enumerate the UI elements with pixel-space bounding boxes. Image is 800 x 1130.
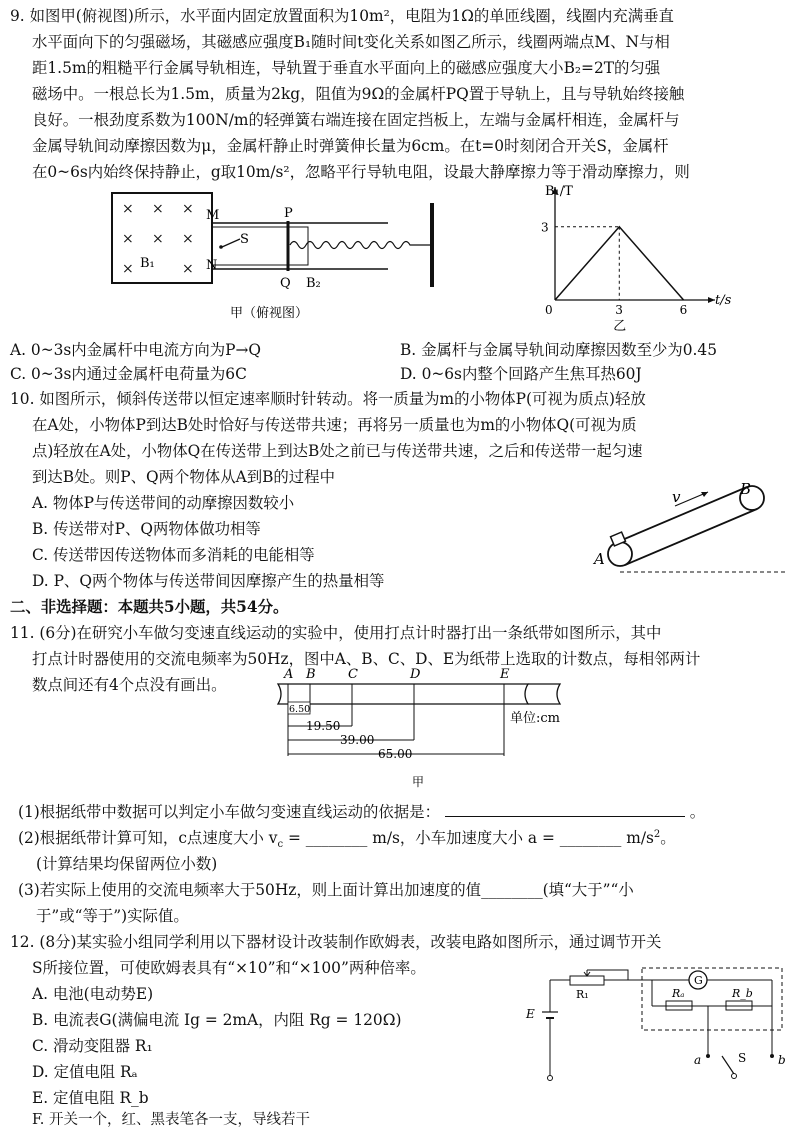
cross: ×: [182, 201, 194, 217]
label-v: v: [672, 488, 681, 506]
x-tick-label-6: 6: [679, 303, 688, 317]
point-d: D: [410, 667, 421, 682]
cross: ×: [182, 231, 194, 247]
rheostat-r1: [570, 976, 604, 985]
point-c: C: [348, 667, 358, 682]
dim-ab: 6.50: [289, 704, 311, 715]
b2-region: [212, 227, 308, 265]
q9-figure-jia: [100, 185, 460, 335]
fixed-plate: [430, 203, 434, 287]
q12-line-1: 12. (8分)某实验小组同学利用以下器材设计改装制作欧姆表，改装电路如图所示，通过调节开关: [10, 933, 662, 951]
x-axis-arrow: [708, 297, 715, 303]
q10-line-1: 10. 如图所示，倾斜传送带以恒定速率顺时针转动。将一质量为m的小物体P(可视为质点)轻放: [10, 390, 646, 408]
spring: [290, 242, 430, 249]
cross: ×: [122, 261, 134, 277]
q11-sub2-text-c: = ________ m/s，小车加速度大小 a = ________ m/s: [283, 829, 654, 847]
label-g: G: [694, 974, 703, 987]
label-b: b: [778, 1053, 786, 1067]
label-ra: Rₐ: [672, 987, 685, 1000]
q11-sub2-text-e: 。: [660, 829, 676, 847]
q10-line-3: 点)轻放在A处，小物体Q在传送带上到达B处之前已与传送带共速，之后和传送带一起匀速: [32, 442, 643, 460]
q12-circuit-diagram: [520, 966, 790, 1086]
q9-line-1: 9. 如图甲(俯视图)所示，水平面内固定放置面积为10m²，电阻为1Ω的单匝线圈，线圈内充满垂直: [10, 7, 674, 25]
q9-figure-yi-chart: [515, 180, 735, 335]
fig-jia-caption: 甲（俯视图）: [230, 306, 309, 321]
dim-ae: 65.00: [378, 747, 413, 761]
q12-item-d: D. 定值电阻 Rₐ: [32, 1063, 138, 1081]
tape-caption: 甲: [412, 775, 425, 789]
dim-ad: 39.00: [340, 733, 375, 747]
label-rb: R_b: [732, 987, 753, 1000]
label-s: S: [738, 1051, 747, 1065]
q11-paper-tape-figure: [260, 664, 620, 794]
cross: ×: [122, 231, 134, 247]
q12-item-a: A. 电池(电动势E): [32, 985, 154, 1003]
switch-s: [222, 239, 240, 247]
q12-item-f: F. 开关一个，红、黑表笔各一支，导线若干: [32, 1112, 311, 1128]
q9-line-4: 磁场中。一根总长为1.5m，质量为2kg，阻值为9Ω的金属杆PQ置于导轨上，且与导轨始终接触: [32, 85, 685, 103]
label-e: E: [526, 1007, 535, 1021]
dashed-box: [642, 968, 782, 1030]
y-axis-label: B₁/T: [545, 184, 573, 199]
q9-line-5: 良好。一根劲度系数为100N/m的轻弹簧右端连接在固定挡板上，左端与金属杆相连，金属杆与: [32, 111, 680, 129]
q9-line-6: 金属导轨间动摩擦因数为μ，金属杆静止时弹簧伸长量为6cm。在t=0时刻闭合开关S，金属杆: [32, 137, 669, 155]
point-a: A: [284, 667, 294, 682]
tape-end: [528, 684, 560, 704]
q12-line-2: S所接位置，可使欧姆表具有“×10”和“×100”两种倍率。: [32, 959, 426, 977]
q11-sub3-b: 于”或“等于”)实际值。: [36, 907, 189, 925]
label-p: P: [284, 206, 293, 221]
label-s: S: [240, 232, 249, 247]
q12-item-b-rest2: g = 120Ω): [320, 1011, 402, 1029]
q9-option-c: C. 0~3s内通过金属杆电荷量为6C: [10, 365, 247, 383]
q12-item-e: E. 定值电阻 R_b: [32, 1089, 149, 1107]
q12-item-b-rest: g = 2mA，内阻 R: [190, 1011, 321, 1029]
fig-yi-caption: 乙: [613, 319, 627, 334]
q12-item-c: C. 滑动变阻器 R₁: [32, 1037, 153, 1055]
q11-sub1-end: 。: [689, 803, 706, 821]
q11-line-3: 数点间还有4个点没有画出。: [32, 676, 227, 694]
cross: ×: [182, 261, 194, 277]
q10-option-b: B. 传送带对P、Q两物体做功相等: [32, 520, 261, 538]
pulley-bottom: [608, 542, 632, 566]
q9-option-b: B. 金属杆与金属导轨间动摩擦因数至少为0.45: [400, 341, 718, 359]
label-m: M: [206, 208, 220, 223]
q12-item-b: [32, 1008, 401, 1030]
tape-outline: [278, 684, 528, 704]
q11-sub3: (3)若实际上使用的交流电频率大于50Hz，则上面计算出加速度的值________(填“大于”“小: [18, 881, 634, 899]
q11-sub2: [18, 826, 676, 850]
terminal-left: [548, 1076, 553, 1081]
b1-crosses: [122, 201, 194, 277]
q9-line-7: 在0~6s内始终保持静止，g取10m/s²，忽略平行导轨电阻，设最大静摩擦力等于滑动摩擦力，则: [32, 163, 690, 181]
q11-sub2-note: (计算结果均保留两位小数): [36, 855, 218, 873]
unit-label: 单位:cm: [510, 711, 560, 726]
label-b1: B₁: [140, 256, 155, 271]
label-r1: R₁: [576, 988, 589, 1001]
x-tick-label-3: 3: [615, 303, 623, 317]
q11-sub1: [18, 800, 705, 822]
q11-sub1-blank[interactable]: [445, 802, 685, 817]
cross: ×: [122, 201, 134, 217]
belt-bottom: [625, 509, 757, 565]
q11-sub2-sup: 2: [653, 828, 661, 840]
switch-pivot: [732, 1074, 737, 1079]
label-n: N: [206, 258, 218, 273]
point-b: B: [306, 667, 316, 682]
q9-line-3: 距1.5m的粗糙平行金属导轨相连，导轨置于垂直水平面向上的磁感应强度大小B₂=2T的匀强: [32, 59, 661, 77]
cross: ×: [152, 201, 164, 217]
label-q: Q: [280, 276, 291, 291]
q10-conveyor-figure: [590, 480, 790, 580]
belt-top: [615, 487, 747, 543]
contact-a: [706, 1054, 710, 1058]
q10-line-2: 在A处，小物体P到达B处时恰好与传送带共速；再将另一质量也为m的小物体Q(可视为质: [32, 416, 637, 434]
label-a: A: [594, 550, 605, 568]
q9-option-d: D. 0~6s内整个回路产生焦耳热60J: [400, 365, 642, 383]
switch-pivot: [219, 245, 223, 249]
q9-line-2: 水平面向下的匀强磁场，其磁感应强度B₁随时间t变化关系如图乙所示，线圈两端点M、N与相: [32, 33, 670, 51]
q11-sub2-sub-c: c: [277, 839, 284, 851]
cross: ×: [152, 231, 164, 247]
q11-sub2-text-a: (2)根据纸带计算可知，c点速度大小 v: [18, 829, 278, 847]
y-tick-label: 3: [541, 220, 549, 235]
q10-option-d: D. P、Q两个物体与传送带间因摩擦产生的热量相等: [32, 572, 385, 590]
q11-line-2: 打点计时器使用的交流电频率为50Hz，图中A、B、C、D、E为纸带上选取的计数点，每相邻两计: [32, 650, 701, 668]
q11-line-1: 11. (6分)在研究小车做匀变速直线运动的实验中，使用打点计时器打出一条纸带如图所示，其中: [10, 624, 662, 642]
label-a: a: [694, 1053, 702, 1067]
tape-points: [283, 667, 510, 682]
q9-option-a: A. 0~3s内金属杆中电流方向为P→Q: [10, 341, 262, 359]
dim-ac: 19.50: [306, 719, 341, 733]
block-p: [611, 532, 626, 546]
x-axis-label: t/s: [715, 293, 732, 308]
q12-item-b-text: B. 电流表G(满偏电流 I: [32, 1011, 191, 1029]
q10-line-4: 到达B处。则P、Q两个物体从A到B的过程中: [32, 468, 335, 486]
contact-b: [770, 1054, 774, 1058]
switch-blade: [722, 1056, 734, 1074]
section-2-heading: 二、非选择题：本题共5小题，共54分。: [10, 598, 289, 616]
origin-label: 0: [545, 303, 553, 317]
q10-option-a: A. 物体P与传送带间的动摩擦因数较小: [32, 494, 295, 512]
q10-option-c: C. 传送带因传送物体而多消耗的电能相等: [32, 546, 315, 564]
point-e: E: [500, 667, 510, 682]
label-b: B: [740, 480, 752, 498]
q11-sub1-text: (1)根据纸带中数据可以判定小车做匀变速直线运动的依据是：: [18, 803, 440, 821]
label-b2: B₂: [306, 276, 321, 291]
